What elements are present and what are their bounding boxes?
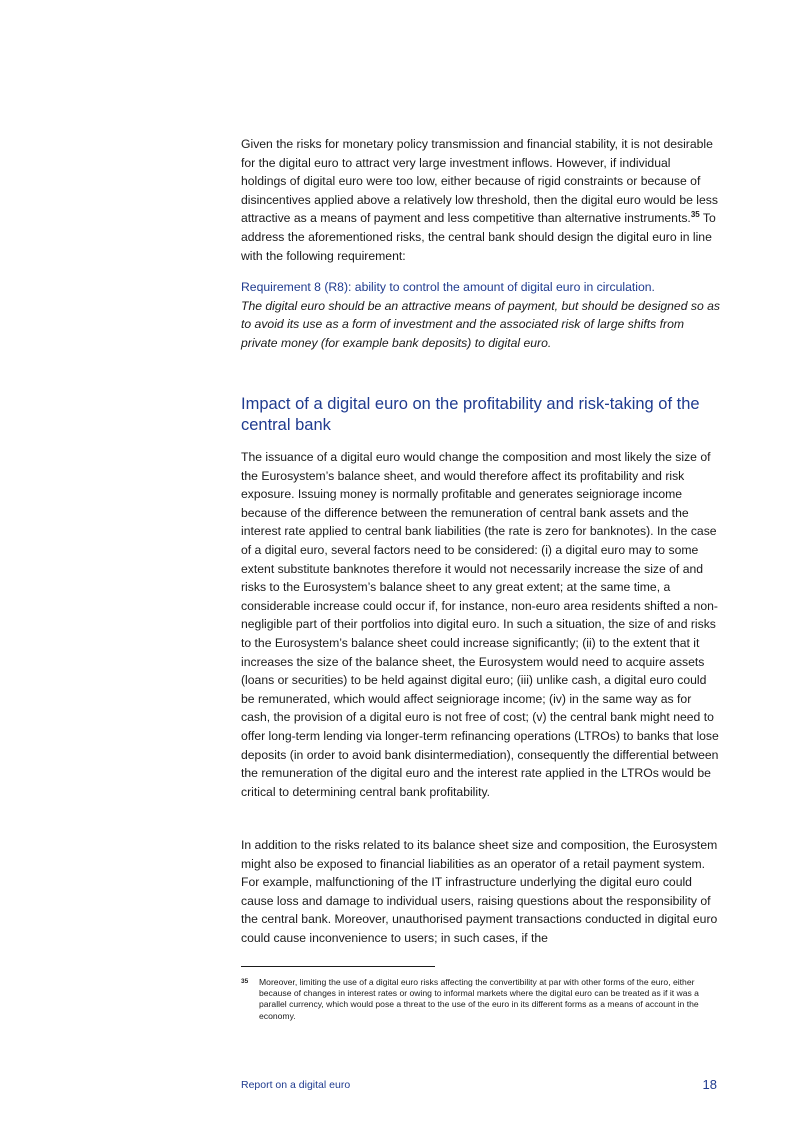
footer-document-title: Report on a digital euro <box>241 1079 351 1091</box>
intro-paragraph: Given the risks for monetary policy transmission and financial stability, it is not desirable for the digital euro to attract very large investment inflows. However, if individual holdings of digital euro were too low, either because of rigid constraints or because of disincentives applied above a relatively low threshold, then the digital euro would be less attractive as a means of payment and less competitive than alternative instruments.$^{35}$ To address the aforementioned risks, the central bank should design the digital euro in line with the following requirement: <box>241 137 718 263</box>
footnote-text: Moreover, limiting the use of a digital euro risks affecting the convertibility at par with other forms of the euro, either because of changes in interest rates or owing to informal markets where the digital euro can be treated as if it was a parallel currency, which would pose a threat to the use of the euro in its different forms as a means of account in the economy. <box>259 977 699 1021</box>
requirement-body: The digital euro should be an attractive means of payment, but should be designed so as to avoid its use as a form of investment and the associated risk of large shifts from private money (for example bank deposits) to digital euro. <box>241 298 721 350</box>
page-number: 18 <box>702 1077 717 1092</box>
section-paragraph-2: In addition to the risks related to its balance sheet size and composition, the Eurosystem might also be exposed to financial liabilities as an operator of a retail payment system. For example, malfunctioning of the IT infrastructure underlying the digital euro could cause loss and damage to individual users, raising questions about the responsibility of the central bank. Moreover, unauthorised payment transactions conducted in digital euro could cause inconvenience to users; in such cases, if the <box>241 838 718 945</box>
footnote-reference[interactable]: 35 <box>690 210 700 220</box>
footnote <box>241 977 721 1022</box>
requirement-title: Requirement 8 (R8): ability to control the amount of digital euro in circulation. <box>241 280 655 294</box>
section-heading: Impact of a digital euro on the profitability and risk-taking of the central bank <box>241 395 700 434</box>
footnote-number: 35 <box>241 978 249 985</box>
footnote-divider <box>241 966 435 967</box>
section-paragraph-1: The issuance of a digital euro would change the composition and most likely the size of the Eurosystem’s balance sheet, and would therefore affect its profitability and risk exposure. Issuing money is normally profitable and generates seigniorage income because of the difference between the remuneration of central bank assets and the interest rate applied to central bank liabilities (the rate is zero for banknotes). In the case of a digital euro, several factors need to be considered: (i) a digital euro may to some extent substitute banknotes therefore it would not necessarily increase the size of and risks to the Eurosystem’s balance sheet to any great extent; at the same time, a considerable increase could occur if, for instance, non-euro area residents shifted a non-negligible part of their portfolios into digital euro. In such a situation, the size of and risks to the Eurosystem’s balance sheet could increase significantly; (ii) to the extent that it increases the size of the balance sheet, the Eurosystem would need to acquire assets (loans or securities) to be held against digital euro; (iii) unlike cash, a digital euro could be remunerated, which would affect seigniorage income; (iv) in the same way as for cash, the provision of a digital euro is not free of cost; (v) the central bank might need to offer long-term lending via longer-term refinancing operations (LTROs) to banks that lose deposits (in order to avoid bank disintermediation), consequently the differential between the remuneration of the digital euro and the interest rate applied in the LTROs would be critical to determining central bank profitability. <box>241 450 719 799</box>
requirement-box <box>241 278 721 352</box>
